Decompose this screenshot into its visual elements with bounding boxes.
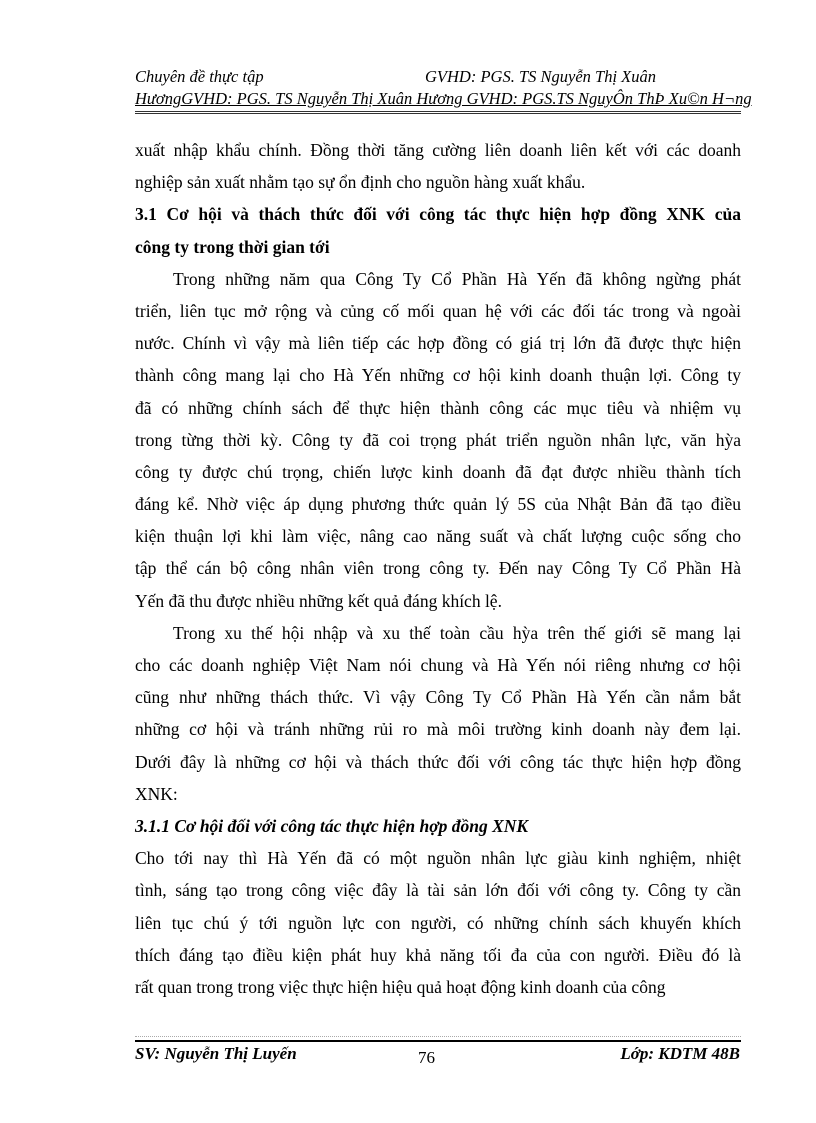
paragraph-line: Trong những năm qua Công Ty Cổ Phần Hà Yến đã không ngừng phát: [173, 268, 741, 289]
paragraph-line: Cho tới nay thì Hà Yến đã có một nguồn nhân lực giàu kinh nghiệm, nhiệt: [135, 848, 741, 869]
footer-class: Lớp: KDTM 48B: [620, 1044, 740, 1063]
paragraph-line: cũng như những thách thức. Vì vậy Công Ty Cổ Phần Hà Yến cần nắm bắt: [135, 687, 741, 708]
section-heading: công ty trong thời gian tới: [135, 236, 330, 257]
paragraph-line: tình, sáng tạo trong công việc đây là tài sản lớn đối với công ty. Công ty cần: [135, 880, 741, 901]
paragraph-line: Yến đã thu được nhiều những kết quả đáng khích lệ.: [135, 590, 502, 611]
header-right: GVHD: PGS. TS Nguyễn Thị Xuân: [425, 67, 656, 86]
footer-rule: [135, 1040, 741, 1042]
paragraph-line: liên tục chú ý tới nguồn lực con người, có những chính sách khuyến khích: [135, 912, 741, 933]
footer-student: SV: Nguyễn Thị Luyến: [135, 1044, 297, 1063]
header-left: Chuyên đề thực tập: [135, 67, 264, 86]
paragraph-line: Trong xu thế hội nhập và xu thế toàn cầu hỳa trên thế giới sẽ mang lại: [173, 622, 741, 643]
paragraph-line: xuất nhập khẩu chính. Đồng thời tăng cường liên doanh liên kết với các doanh: [135, 140, 741, 160]
document-body: [135, 134, 741, 1003]
paragraph-line: tập thể cán bộ công nhân viên trong công ty. Đến nay Công Ty Cổ Phần Hà: [135, 558, 741, 579]
paragraph-line: thích đáng tạo điều kiện phát huy khả năng tối đa của con người. Điều đó là: [135, 944, 741, 965]
paragraph-line: đã có những chính sách để thực hiện thành công các mục tiêu và nhiệm vụ: [135, 397, 741, 418]
page-header: [135, 66, 752, 110]
paragraph-line: trong từng thời kỳ. Công ty đã coi trọng phát triển nguồn nhân lực, văn hỳa: [135, 429, 741, 450]
paragraph-line: triển, liên tục mở rộng và củng cố mối quan hệ với các đối tác trong và ngoài: [135, 300, 741, 321]
subsection-heading: 3.1.1 Cơ hội đối với công tác thực hiện hợp đồng XNK: [135, 815, 529, 836]
footer-dotted-rule: [135, 1036, 741, 1037]
section-heading: 3.1 Cơ hội và thách thức đối với công tác thực hiện hợp đồng XNK của: [135, 204, 741, 225]
paragraph-line: nghiệp sản xuất nhằm tạo sự ổn định cho nguồn hàng xuất khẩu.: [135, 172, 586, 193]
header-rule: [135, 111, 741, 114]
paragraph-line: công ty được chú trọng, chiến lược kinh doanh đã đạt được nhiều thành tích: [135, 461, 741, 482]
paragraph-line: những cơ hội và tránh những rủi ro mà môi trường kinh doanh này đem lại.: [135, 719, 741, 740]
paragraph-line: cho các doanh nghiệp Việt Nam nói chung và Hà Yến nói riêng nhưng cơ hội: [135, 655, 741, 675]
paragraph-line: rất quan trong trong việc thực hiện hiệu quả hoạt động kinh doanh của công: [135, 976, 666, 997]
header-line2: HươngGVHD: PGS. TS Nguyễn Thị Xuân Hương GVHD: PGS.TS NguyÔn ThÞ Xu©n H¬ng: [135, 89, 752, 108]
paragraph-line: thành công mang lại cho Hà Yến những cơ hội kinh doanh thuận lợi. Công ty: [135, 365, 741, 386]
paragraph-line: đáng kể. Nhờ việc áp dụng phương thức quản lý 5S của Nhật Bản đã tạo điều: [135, 494, 741, 515]
paragraph-line: kiện thuận lợi khi làm việc, nâng cao năng suất và chất lượng cuộc sống cho: [135, 526, 741, 547]
paragraph-line: Dưới đây là những cơ hội và thách thức đối với công tác thực hiện hợp đồng: [135, 751, 741, 772]
paragraph-line: XNK:: [135, 783, 178, 804]
page-number: 76: [418, 1048, 435, 1067]
paragraph-line: nước. Chính vì vậy mà liên tiếp các hợp đồng có giá trị lớn đã được thực hiện: [135, 333, 741, 354]
